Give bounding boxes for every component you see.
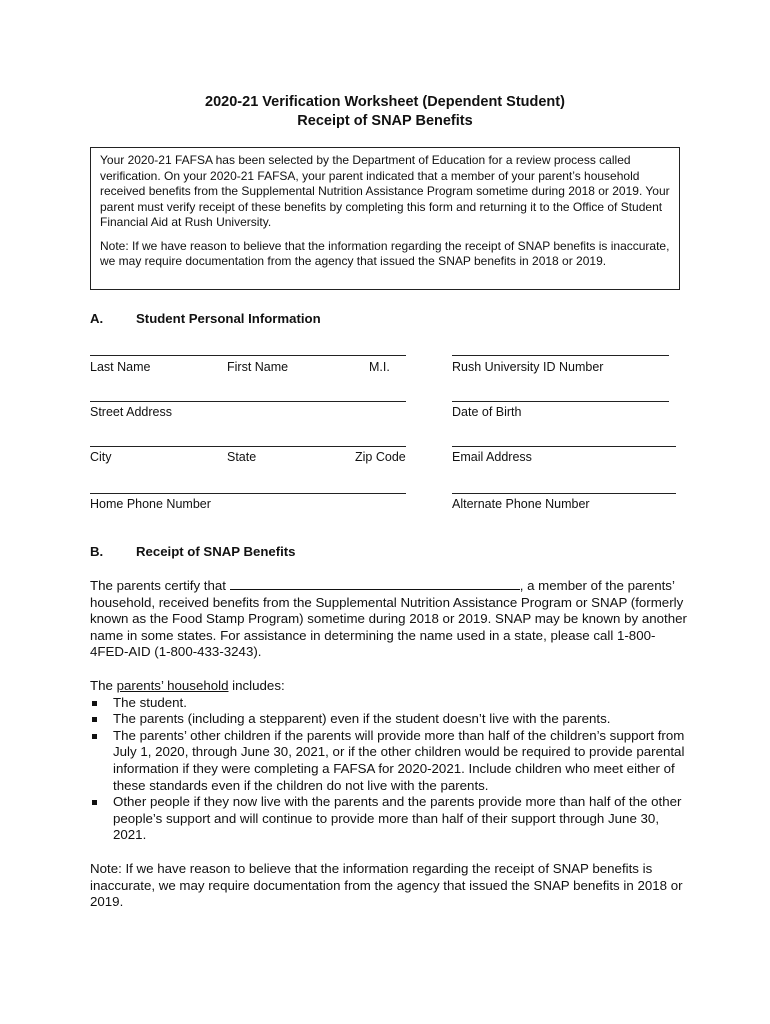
household-suffix: includes: xyxy=(228,677,285,693)
mi-label: M.I. xyxy=(369,360,390,374)
last-name-label: Last Name xyxy=(90,360,151,374)
section-b-letter: B. xyxy=(90,544,104,559)
intro-box xyxy=(90,147,680,290)
certification-paragraph xyxy=(90,577,690,661)
square-bullet-icon xyxy=(92,734,97,739)
section-a-letter: A. xyxy=(90,311,104,326)
square-bullet-icon xyxy=(92,800,97,805)
square-bullet-icon xyxy=(92,701,97,706)
household-list xyxy=(90,695,690,844)
certify-prefix: The parents certify that xyxy=(90,578,230,593)
household-member-blank[interactable] xyxy=(230,577,520,590)
household-heading xyxy=(90,678,690,695)
square-bullet-icon xyxy=(92,717,97,722)
street-address-label: Street Address xyxy=(90,405,172,419)
section-b-heading xyxy=(90,544,296,559)
city-label: City xyxy=(90,450,112,464)
list-item xyxy=(90,794,690,844)
home-phone-label: Home Phone Number xyxy=(90,497,211,511)
list-item-text: Other people if they now live with the parents and the parents provide more than half of the other people’s support and will continue to provide more than half of their support through June 30, 2021. xyxy=(113,794,682,843)
email-line[interactable] xyxy=(452,446,676,447)
list-item xyxy=(90,711,690,728)
alternate-phone-label: Alternate Phone Number xyxy=(452,497,590,511)
email-label: Email Address xyxy=(452,450,532,464)
street-address-line[interactable] xyxy=(90,401,406,402)
closing-note: Note: If we have reason to believe that the information regarding the receipt of SNAP benefits is inaccurate, we may require documentation from the agency that issued the SNAP benefits in 2018 or 2019. xyxy=(90,860,683,910)
intro-note: Note: If we have reason to believe that the information regarding the receipt of SNAP benefits is inaccurate, we may require documentation from the agency that issued the SNAP benefits in 2018 or 2019. xyxy=(100,238,670,268)
rush-id-line[interactable] xyxy=(452,355,669,356)
list-item xyxy=(90,728,690,794)
section-a-title: Student Personal Information xyxy=(136,311,321,326)
list-item-text: The parents’ other children if the parents will provide more than half of the children’s support from July 1, 2020, through June 30, 2021, or if the other children would be required to provide parental information if they were completing a FAFSA for 2020-2021. Include children who meet either of these standards even if the children do not live with the parents. xyxy=(113,727,685,793)
document-title: 2020-21 Verification Worksheet (Dependent Student) xyxy=(205,94,565,110)
zip-code-label: Zip Code xyxy=(355,450,406,464)
date-of-birth-label: Date of Birth xyxy=(452,405,522,419)
household-underlined: parents’ household xyxy=(116,677,229,693)
household-prefix: The xyxy=(90,677,117,693)
rush-id-label: Rush University ID Number xyxy=(452,360,604,374)
date-of-birth-line[interactable] xyxy=(452,401,669,402)
list-item-text: The parents (including a stepparent) even if the student doesn’t live with the parents. xyxy=(113,711,611,727)
alternate-phone-line[interactable] xyxy=(452,493,676,494)
document-subtitle: Receipt of SNAP Benefits xyxy=(297,113,473,129)
list-item xyxy=(90,695,690,712)
section-b-body xyxy=(90,577,690,911)
intro-paragraph: Your 2020-21 FAFSA has been selected by the Department of Education for a review process called verification. On your 2020-21 FAFSA, your parent indicated that a member of your parent’s household received benefits from the Supplemental Nutrition Assistance Program sometime during 2018 or 2019. Your parent must verify receipt of these benefits by completing this form and returning it to the Office of Student Financial Aid at Rush University. xyxy=(100,153,670,229)
name-line[interactable] xyxy=(90,355,406,356)
state-label: State xyxy=(227,450,257,464)
first-name-label: First Name xyxy=(227,360,289,374)
section-a-heading xyxy=(90,311,321,326)
list-item-text: The student. xyxy=(113,694,187,710)
home-phone-line[interactable] xyxy=(90,493,406,494)
section-b-title: Receipt of SNAP Benefits xyxy=(136,544,296,559)
certify-suffix: , a member of the parents’ household, received benefits from the Supplemental Nutrition Assistance Program or SNAP (formerly known as the Food Stamp Program) sometime during 2018 or 2019. SNAP may be known by another name in some states. For assistance in determining the name used in a state, please call 1-800-4FED-AID (1-800-433-3243). xyxy=(90,578,687,660)
city-state-zip-line[interactable] xyxy=(90,446,406,447)
